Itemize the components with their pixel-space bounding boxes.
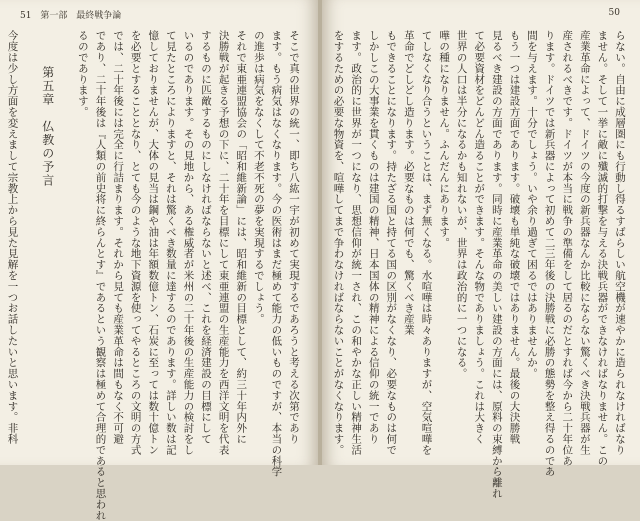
- text-line: 嘩の種になりません。ふんだんにあります。: [438, 30, 451, 248]
- text-line: 見るべき建設の方面であります。同時に産業革命の美しい建設の方面には、原料の束縛から離れ: [490, 30, 503, 499]
- text-line: 世界の人口は半分になるかも知れないが、世界は政治的に一つになる。: [455, 30, 468, 379]
- text-line: らない。自由に成層圏にも行動し得るすばらしい航空機が速やかに造られなければなり: [614, 30, 626, 456]
- blank-line: [21, 30, 39, 452]
- text-line: を必要とすることとなり、とても今のような地下資源を使ってやるところの文明の方式: [129, 30, 142, 456]
- text-line: それで東亜連盟協会の「昭和維新論」には、昭和維新の目標として、約三十年内外に: [235, 30, 248, 445]
- blank-line: [56, 30, 74, 452]
- text-line: 革命でどしどし造ります。必要なものは何でも、驚くべき産業: [402, 30, 415, 336]
- right-page-header: [609, 8, 626, 18]
- text-line: もう一つは建設方面であります。破壊も単純な破壊ではありません。最後の大決勝戦: [508, 30, 521, 445]
- text-line: ります。ドイツでは新兵器によって初めて二三年後の決勝戦に必勝の態勢を整え得るのであ: [543, 30, 556, 477]
- text-line: て見たところによりますと、それは驚くべき数量に達するのであります。詳しい数は記: [164, 30, 177, 456]
- text-line: そこで真の世界の統一、即ち八紘一宇が初めて実現するであろうと考える次第であり: [288, 30, 300, 445]
- left-page-section: 最終戦争論: [76, 11, 122, 21]
- text-line: では、二十年後には完全に行詰まります。それから見ても産業革命は間もなく不可避: [112, 30, 125, 445]
- text-line: 産されるべきです。ドイツが本当に戦争の準備をして居るのだとすれば今から二十年位あ: [561, 30, 574, 466]
- text-line: 産業革命によって、ドイツの今度の新兵器なんか比較にならない驚くべき決戦兵器が生: [578, 30, 591, 456]
- chapter-title: 第五章 仏教の予言: [40, 66, 55, 188]
- text-line: の進歩は病気をなくして不老不死の夢を実現するでしょう。: [252, 30, 265, 325]
- text-line: て必要資材をどんどん造ることができます。そんな物でありましょう。これは大きく: [473, 30, 486, 445]
- left-page-header: [20, 8, 127, 21]
- text-line: 今度は少し方面を変えまして宗教上から見た見解を一つお話したいと思います。非科: [6, 30, 19, 445]
- left-page-part: 第一部: [40, 11, 68, 21]
- text-line: 憶しておりませんが、大体の見当は鋼や油は年額数億トン、石炭に至っては数十億トン: [147, 30, 160, 456]
- text-line: をするための必要な物資を、喧嘩してまで争わなければならないことがなくなります。: [332, 30, 345, 456]
- text-line: であり、二十年後は『人類の前史将に終らんとす』であるという観察は極めて合理的であると思われ: [94, 30, 107, 521]
- text-line: ます。もう病気はなくなります。今の医術はまだ極めて能力の低いものですが、本当の科学: [270, 30, 283, 477]
- right-page-number: 50: [608, 8, 620, 18]
- text-line: ます。政治的に世界が一つになり、思想信仰が統一され、この和やかな正しい精神生活: [350, 30, 363, 456]
- text-line: いるのであります。その見地から、ある権威者が米州の二十年後の生産能力の検討をし: [182, 30, 195, 456]
- left-page: [0, 0, 318, 521]
- left-page-body: [6, 30, 302, 521]
- right-page-body: [332, 30, 628, 499]
- text-line: 決勝戦が起きる予想の下に、二十年を目標にして東亜連盟の生産能力を西洋文明を代表: [217, 30, 230, 456]
- text-line: 間を与えます。十分でしょう。いや余り過ぎて困るではありませんか。: [526, 30, 539, 379]
- text-line: ません。そして一挙に敵に殲滅的打撃を与える決戦兵器ができなければなりません。この: [596, 30, 609, 466]
- left-page-number: 51: [20, 11, 32, 21]
- text-line: てしなくなり合うということは、まず無くなる。水喧嘩は時々ありますが、空気喧嘩を: [420, 30, 433, 456]
- text-line: もできることになります。持たざる国と持てる国の区別がなくなり、必要なものは何で: [385, 30, 398, 456]
- right-page: [322, 0, 640, 499]
- text-line: るのであります。: [76, 30, 89, 118]
- text-line: するものに匹敵するものにしなければならないと述べ、これを経済建設の目標にして: [200, 30, 213, 445]
- text-line: しかしこの大事業を貫くものは建国の精神、日本国体の精神による信仰の統一であり: [367, 30, 380, 445]
